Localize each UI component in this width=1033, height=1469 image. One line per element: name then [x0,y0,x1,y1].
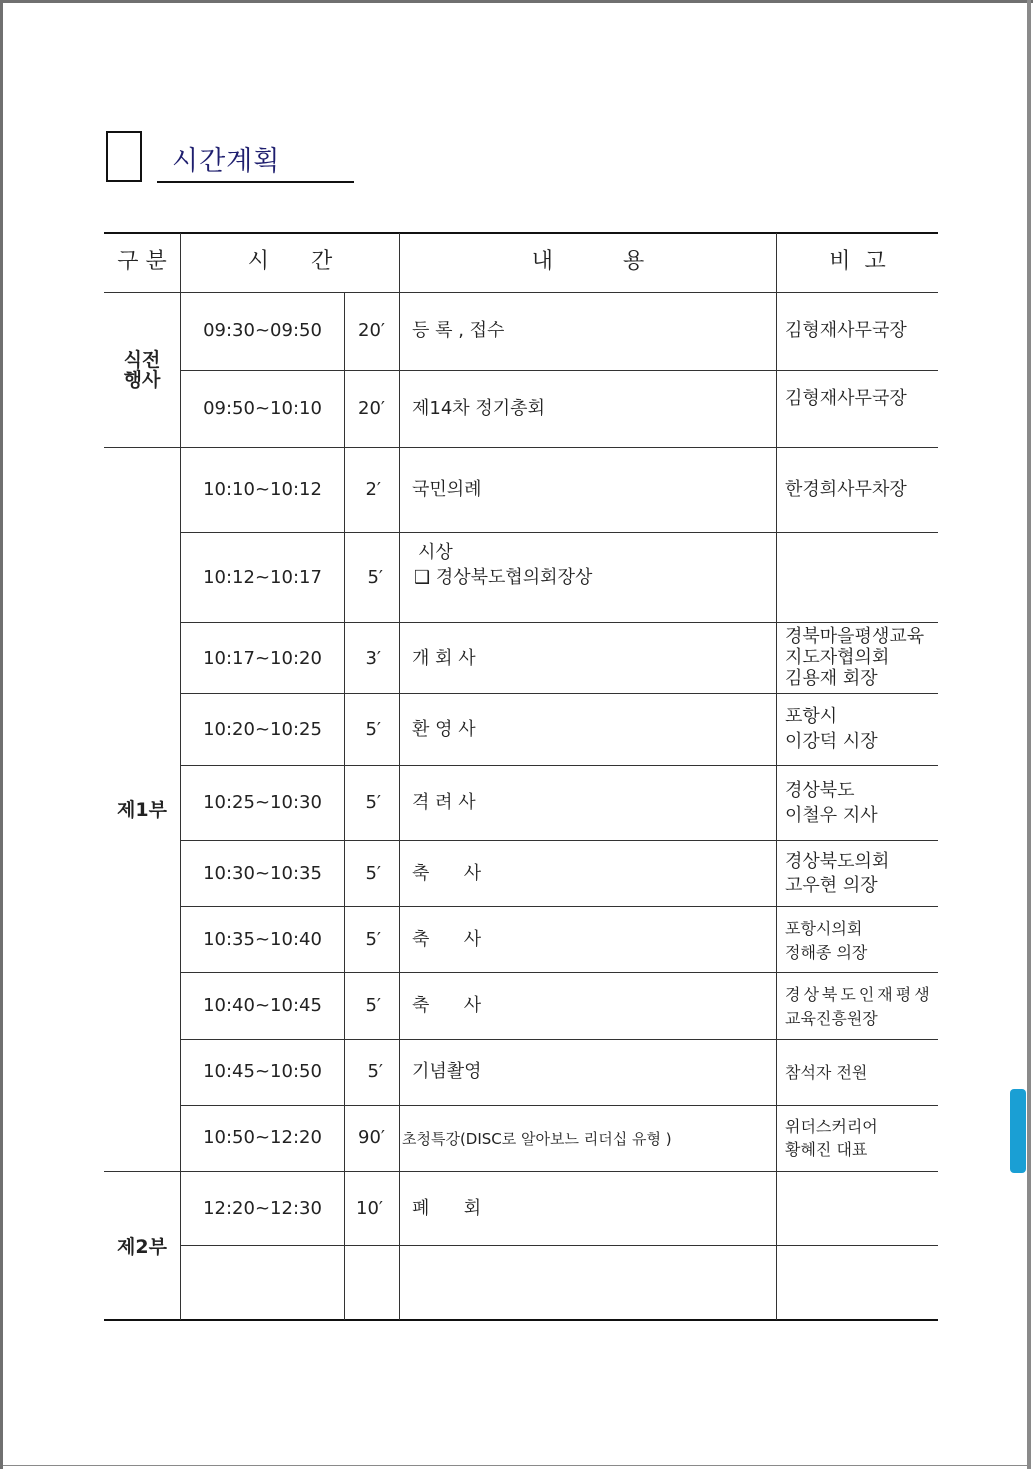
row-duration: 20′ [358,320,385,341]
page-edge [0,0,1033,3]
row-divider [181,370,938,371]
row-time: 10:50~12:20 [203,1127,322,1148]
header-category: 구 분 [117,249,167,274]
table-border-top [104,232,938,234]
row-note: 경북마을평생교육 [785,626,925,647]
row-content: 등 록 , 접수 [412,320,505,341]
row-note: 김형재사무국장 [785,388,907,409]
row-time: 10:17~10:20 [203,648,322,669]
row-note: 교육진흥원장 [785,1009,878,1028]
row-duration: 5′ [365,863,381,884]
title-underline [157,181,354,183]
row-divider [181,532,938,533]
row-content: 축 사 [412,929,482,950]
row-content: 폐 회 [412,1198,482,1219]
header-time: 시 간 [247,249,333,274]
group-label-part1: 제1부 [117,799,167,821]
row-duration: 5′ [365,792,381,813]
row-duration: 10′ [356,1198,383,1219]
row-note: 위더스커리어 [785,1117,878,1136]
scrollbar-thumb[interactable] [1010,1089,1026,1173]
row-time: 10:30~10:35 [203,863,322,884]
row-note: 경상북도인재평생 [785,985,933,1004]
row-divider [181,1039,938,1040]
row-time: 10:45~10:50 [203,1061,322,1082]
header-content: 내 용 [531,249,645,274]
row-divider [181,1105,938,1106]
row-content: 시상 [418,542,453,563]
column-divider [776,233,777,1320]
row-time: 10:35~10:40 [203,929,322,950]
table-border-bottom [104,1319,938,1321]
row-time: 10:12~10:17 [203,567,322,588]
row-duration: 5′ [367,567,383,588]
row-content: ❑ 경상북도협의회장상 [414,567,593,588]
row-duration: 5′ [365,719,381,740]
row-content: 환 영 사 [412,719,476,740]
row-divider [181,693,938,694]
column-divider [399,233,400,1320]
header-note: 비 고 [829,249,886,274]
row-content: 제14차 정기총회 [412,398,545,419]
row-duration: 90′ [358,1127,385,1148]
group-label-pre: 식전 [123,349,161,371]
page-edge [1027,0,1031,1469]
row-content: 축 사 [412,995,482,1016]
row-content: 초청특강(DISC로 알아보느 리더십 유형 ) [402,1130,672,1148]
row-note: 이철우 지사 [785,805,878,826]
row-time: 10:10~10:12 [203,479,322,500]
row-duration: 2′ [365,479,381,500]
row-divider [104,1171,938,1172]
row-note: 참석자 전원 [785,1063,868,1082]
row-time: 10:40~10:45 [203,995,322,1016]
row-divider [104,447,938,448]
row-note: 이강덕 시장 [785,731,878,752]
row-duration: 5′ [367,1061,383,1082]
row-note: 포항시 [785,706,838,727]
title-marker-box [106,131,142,182]
row-content: 축 사 [412,863,482,884]
row-divider [181,1245,938,1246]
row-duration: 20′ [358,398,385,419]
row-note: 포항시의회 [785,919,863,938]
row-content: 기념촬영 [412,1061,482,1082]
row-note: 경상북도의회 [785,851,890,872]
row-time: 09:30~09:50 [203,320,322,341]
row-content: 국민의례 [412,479,482,500]
row-note: 황혜진 대표 [785,1140,868,1159]
row-divider [181,765,938,766]
row-divider [181,972,938,973]
row-note: 지도자협의회 [785,647,890,668]
group-label-pre: 행사 [123,369,161,391]
row-content: 격 려 사 [412,792,476,813]
row-divider [181,622,938,623]
group-label-part2: 제2부 [117,1236,167,1258]
column-divider [180,233,181,1320]
row-note: 경상북도 [785,780,855,801]
row-divider [181,906,938,907]
row-divider [181,840,938,841]
row-content: 개 회 사 [412,648,476,669]
header-divider [104,292,938,293]
page-edge [0,0,3,1469]
row-note: 김형재사무국장 [785,320,907,341]
row-time: 12:20~12:30 [203,1198,322,1219]
row-time: 10:25~10:30 [203,792,322,813]
row-note: 김용재 회장 [785,668,878,689]
row-note: 한경희사무차장 [785,479,907,500]
row-duration: 5′ [365,995,381,1016]
row-duration: 3′ [365,648,381,669]
row-note: 고우현 의장 [785,875,878,896]
row-time: 10:20~10:25 [203,719,322,740]
row-note: 정해종 의장 [785,943,868,962]
page-title: 시간계획 [172,146,281,177]
row-time: 09:50~10:10 [203,398,322,419]
row-duration: 5′ [365,929,381,950]
